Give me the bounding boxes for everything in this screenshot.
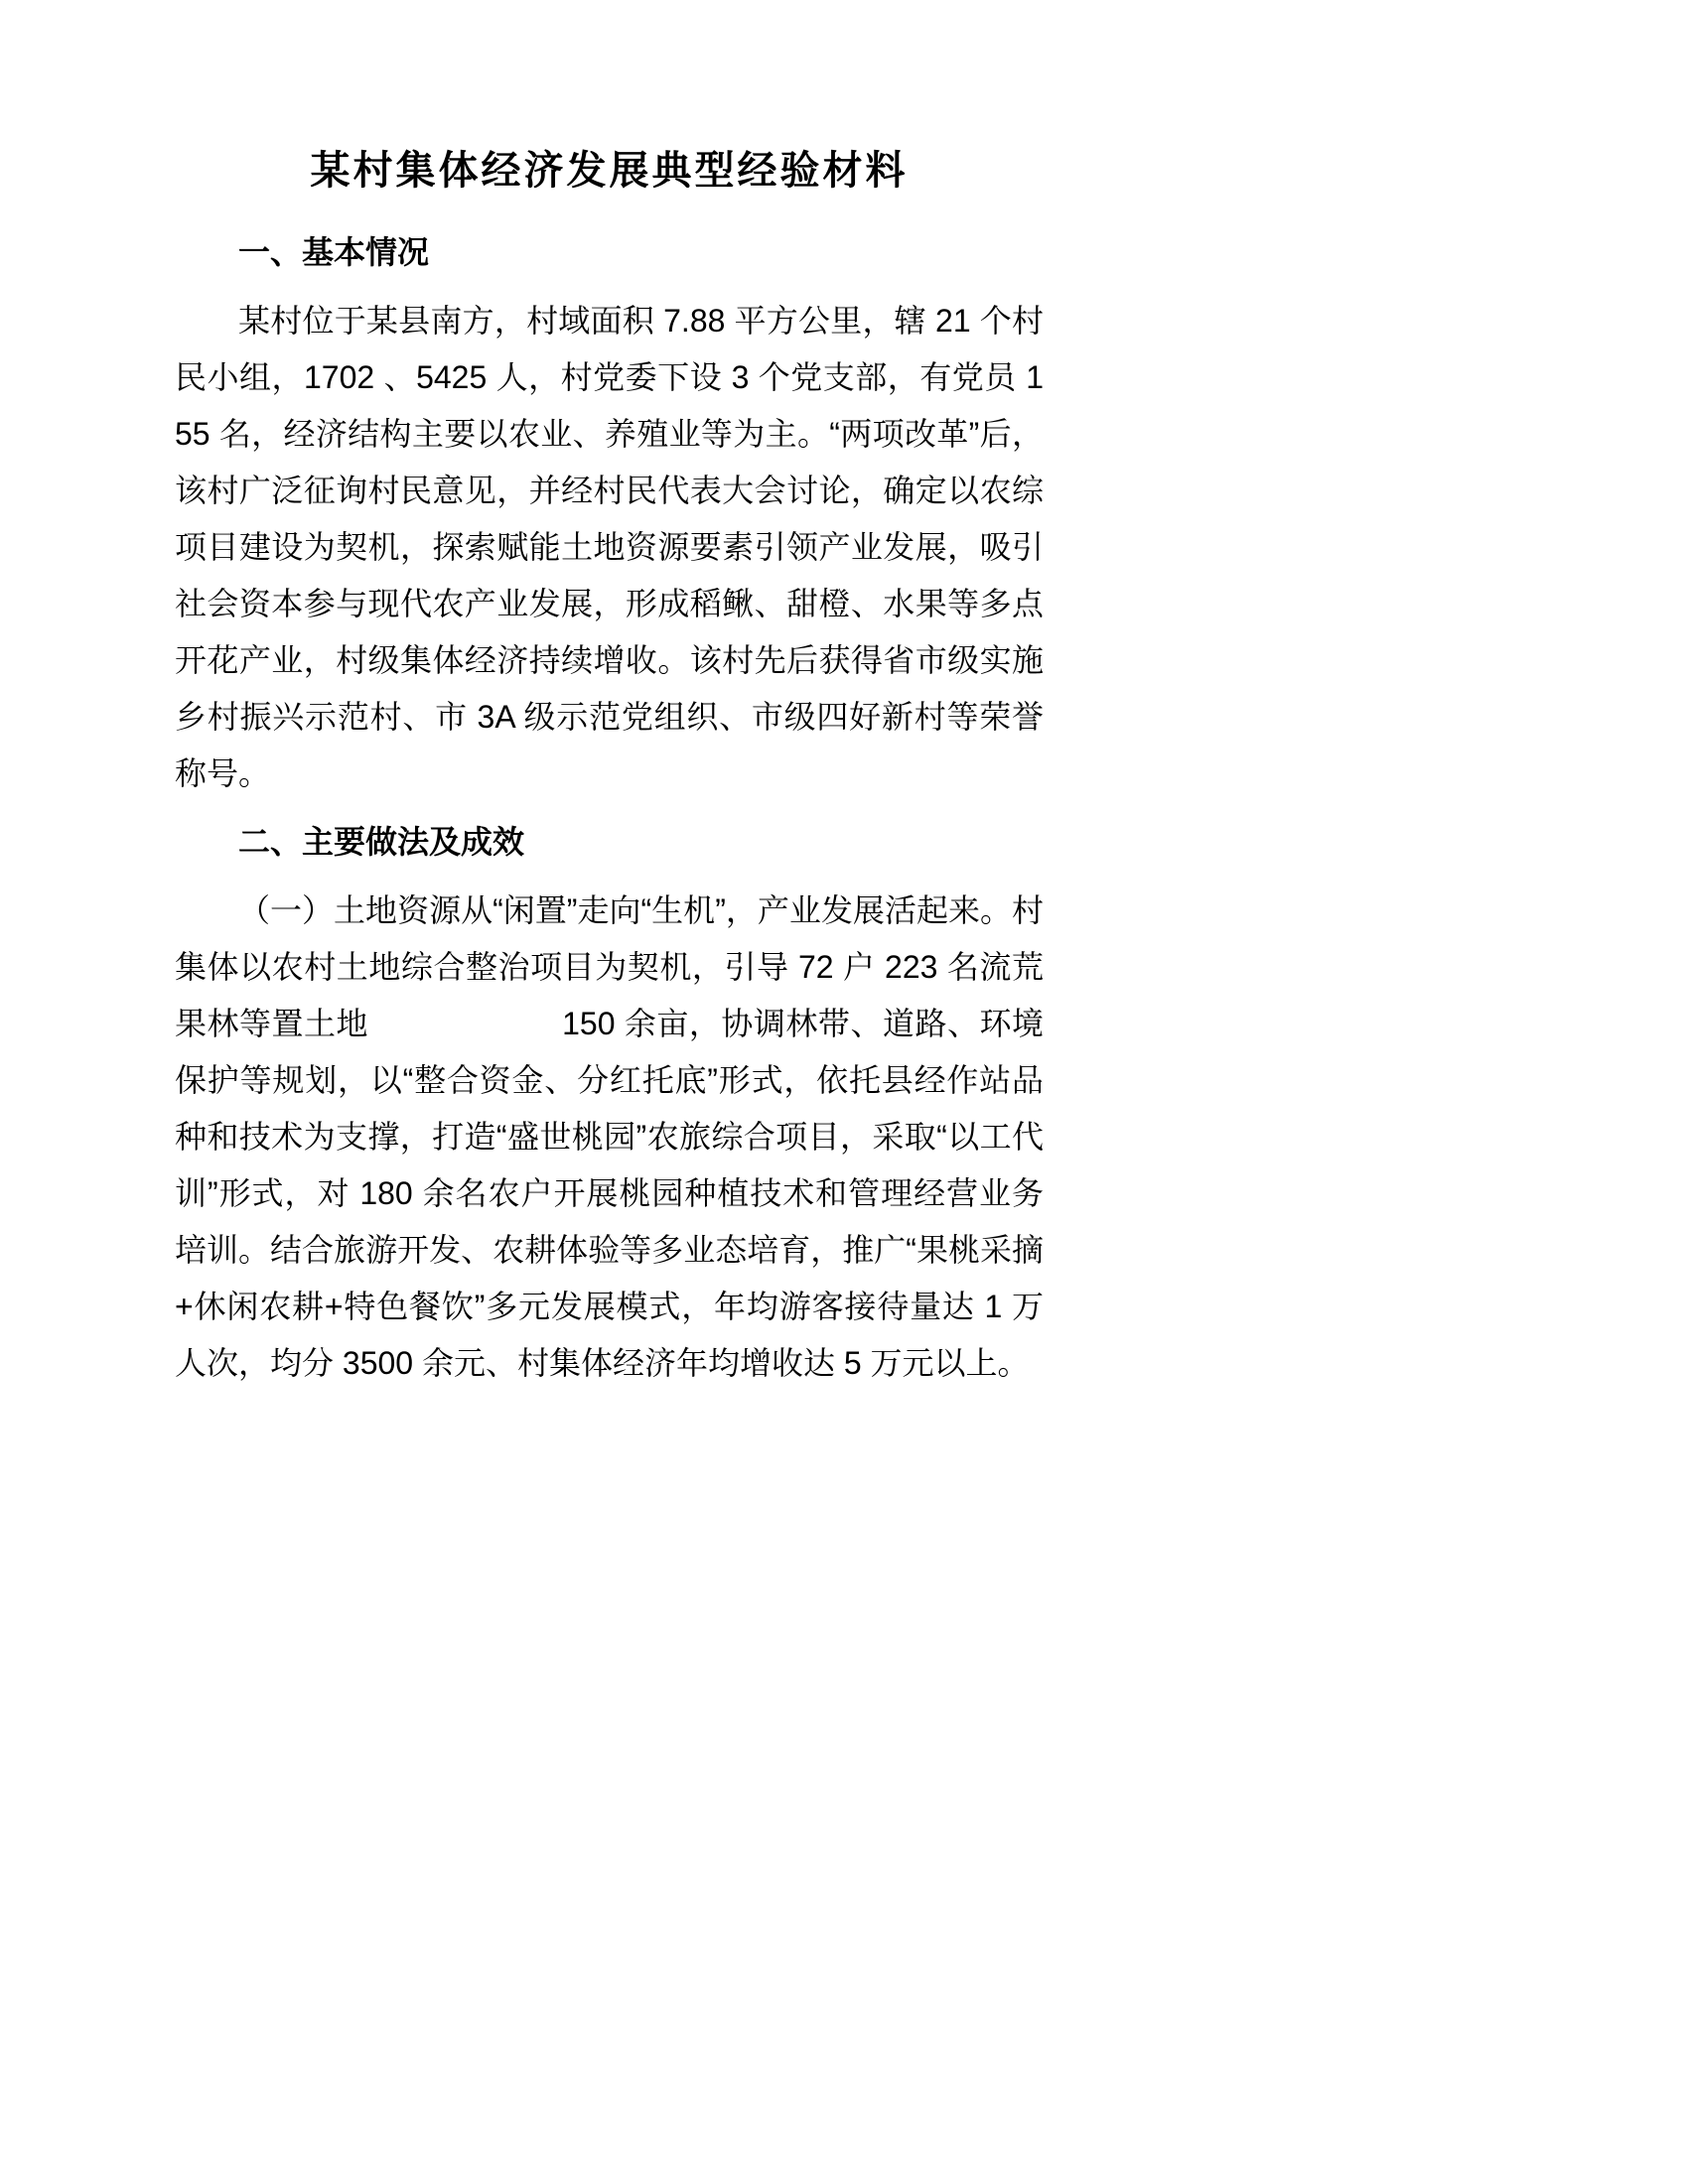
- section-heading-main-practices: 二、主要做法及成效: [238, 824, 525, 860]
- section-heading-basic-situation: 一、基本情况: [238, 234, 430, 270]
- paragraph-land-resources: （一）土地资源从“闲置”走向“生机”，产业发展活起来。村集体以农村土地综合整治项目为契机，引导 72 户 223 名流荒果林等置土地 150 余亩，协调林带、道路、环境保护等规划，以“整合资金、分红托底”形式，依托县经作站品种和技术为支撑，打造“盛世桃园”农旅综合项目，采取“以工代训”形式，对 180 余名农户开展桃园种植技术和管理经营业务培训。结合旅游开发、农耕体验等多业态培育，推广“果桃采摘+休闲农耕+特色餐饮”多元发展模式，年均游客接待量达 1 万人次，均分 3500 余元、村集体经济年均增收达 5 万元以上。: [175, 892, 1044, 1381]
- document-title: 某村集体经济发展典型经验材料: [310, 149, 909, 193]
- paragraph-basic-situation: 某村位于某县南方，村域面积 7.88 平方公里，辖 21 个村民小组，1702 、5425 人，村党委下设 3 个党支部，有党员 155 名，经济结构主要以农业、养殖业等为主。“两项改革”后，该村广泛征询村民意见，并经村民代表大会讨论，确定以农综项目建设为契机，探索赋能土地资源要素引领产业发展，吸引社会资本参与现代农产业发展，形成稻鳅、甜橙、水果等多点开花产业，村级集体经济持续增收。该村先后获得省市级实施乡村振兴示范村、市 3A 级示范党组织、市级四好新村等荣誉称号。: [175, 303, 1044, 791]
- document-content: [175, 147, 1044, 1394]
